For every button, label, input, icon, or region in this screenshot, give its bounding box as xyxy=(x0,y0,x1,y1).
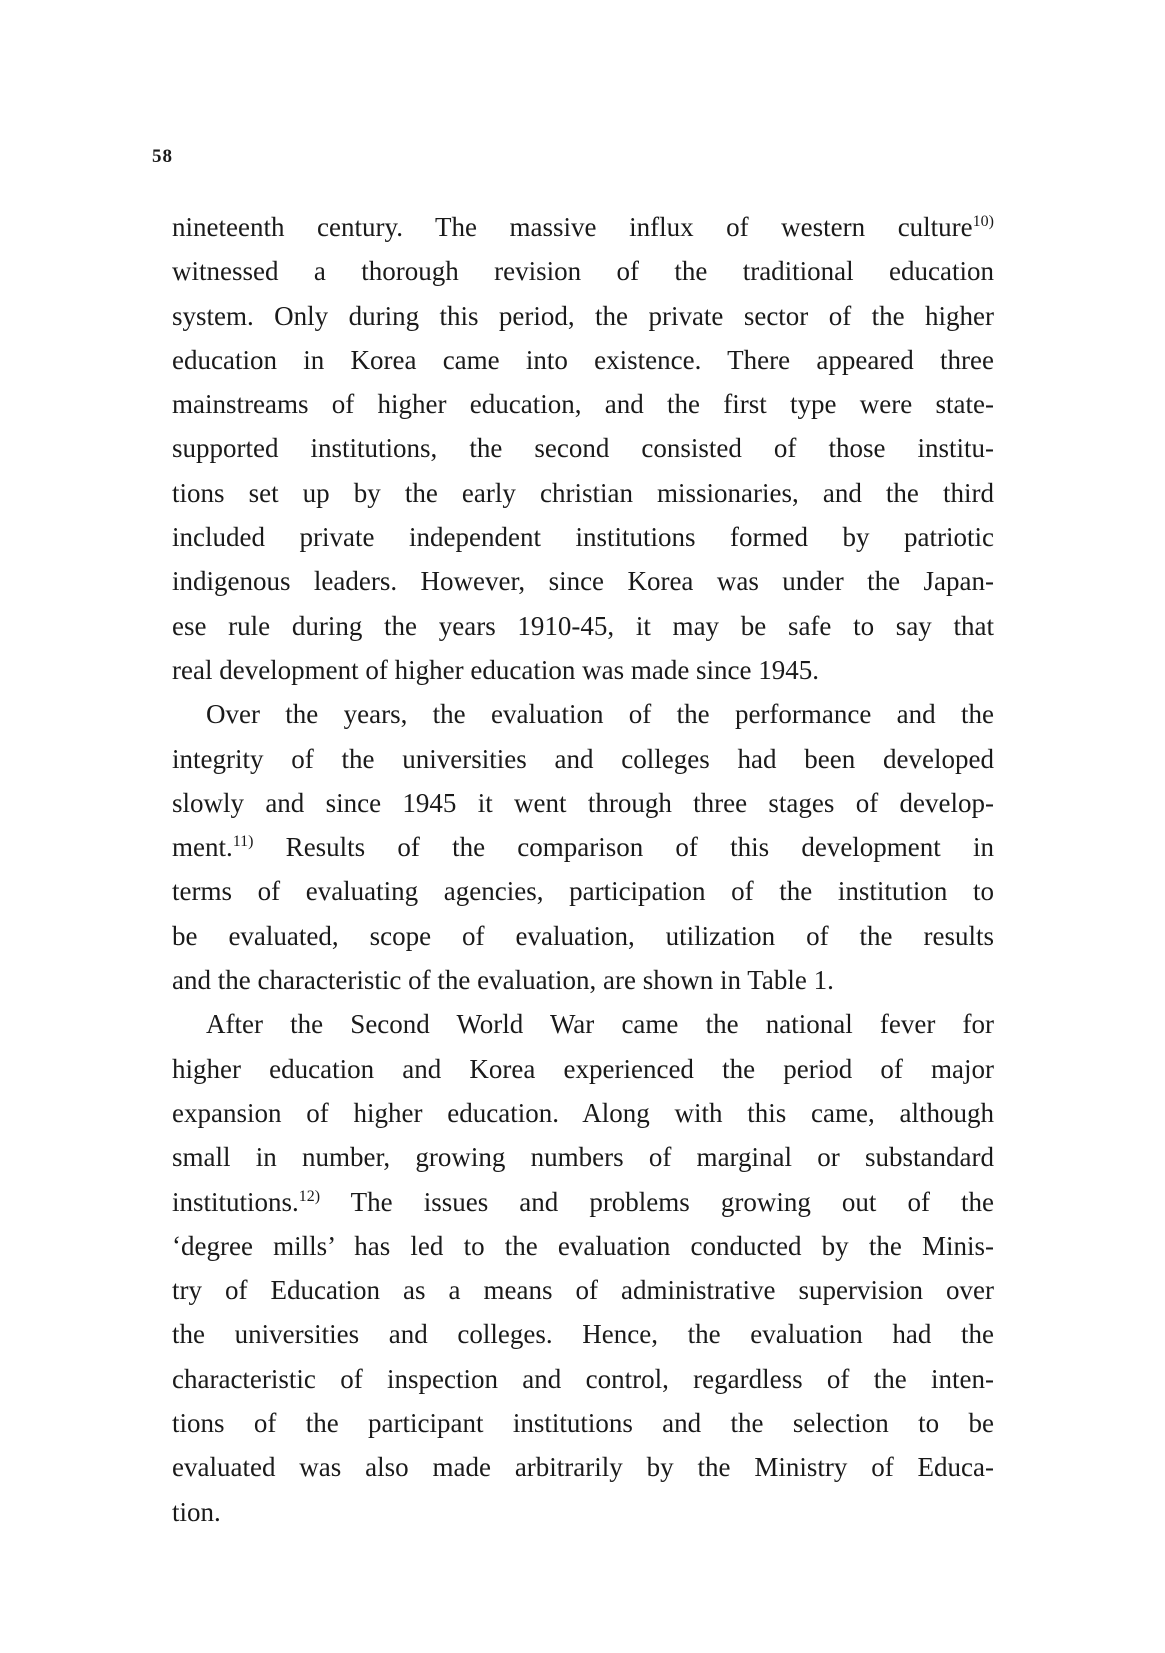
text-line: ment.$^{11)}$ Results of the comparison of this development in xyxy=(172,832,994,863)
text-line: mainstreams of higher education, and the first type were state- xyxy=(172,389,994,420)
text-line: integrity of the universities and colleges had been developed xyxy=(172,743,994,774)
page-number: 58 xyxy=(152,146,173,167)
text-line: expansion of higher education. Along with this came, although xyxy=(172,1097,994,1128)
text-line: indigenous leaders. However, since Korea was under the Japan- xyxy=(172,566,994,597)
text-line: ‘degree mills’ has led to the evaluation conducted by the Minis- xyxy=(172,1230,994,1261)
text-line: slowly and since 1945 it went through three stages of develop- xyxy=(172,787,994,818)
text-line: the universities and colleges. Hence, the evaluation had the xyxy=(172,1319,994,1350)
text-line: institutions.$^{12)}$ The issues and problems growing out of the xyxy=(172,1186,994,1217)
paragraph-1 xyxy=(172,205,994,692)
text-line: try of Education as a means of administrative supervision over xyxy=(172,1275,994,1306)
text-line: and the characteristic of the evaluation, are shown in Table 1. xyxy=(172,965,834,996)
text-line: real development of higher education was made since 1945. xyxy=(172,654,820,685)
footnote-ref-11: 11) xyxy=(232,833,254,851)
text-line: terms of evaluating agencies, participation of the institution to xyxy=(172,876,994,907)
text-line: supported institutions, the second consisted of those institu- xyxy=(172,433,994,464)
footnote-ref-12: 12) xyxy=(298,1187,321,1205)
text-line: Over the years, the evaluation of the performance and the xyxy=(206,699,994,730)
text-line: tions of the participant institutions and the selection to be xyxy=(172,1408,994,1439)
text-line: higher education and Korea experienced the period of major xyxy=(172,1053,994,1084)
footnote-ref-10: 10) xyxy=(972,213,994,230)
body-text xyxy=(172,205,994,1534)
paragraph-3 xyxy=(172,1002,994,1534)
text-line: included private independent institutions formed by patriotic xyxy=(172,522,994,553)
text-line: ese rule during the years 1910-45, it may be safe to say that xyxy=(172,610,994,641)
text-line: tions set up by the early christian missionaries, and the third xyxy=(172,477,994,508)
text-line: witnessed a thorough revision of the traditional education xyxy=(172,256,994,287)
paragraph-2 xyxy=(172,692,994,1002)
text-line: system. Only during this period, the private sector of the higher xyxy=(172,300,994,331)
text-line: characteristic of inspection and control, regardless of the inten- xyxy=(172,1363,994,1394)
text-line: After the Second World War came the national fever for xyxy=(206,1009,994,1040)
text-line: evaluated was also made arbitrarily by the Ministry of Educa- xyxy=(172,1452,994,1483)
text-line: small in number, growing numbers of marginal or substandard xyxy=(172,1142,994,1173)
text-line: tion. xyxy=(172,1496,221,1527)
text-line: education in Korea came into existence. There appeared three xyxy=(172,344,994,375)
text-line: be evaluated, scope of evaluation, utilization of the results xyxy=(172,920,994,951)
text-line: nineteenth century. The massive influx of western culture$^{10)}$ xyxy=(172,212,994,242)
